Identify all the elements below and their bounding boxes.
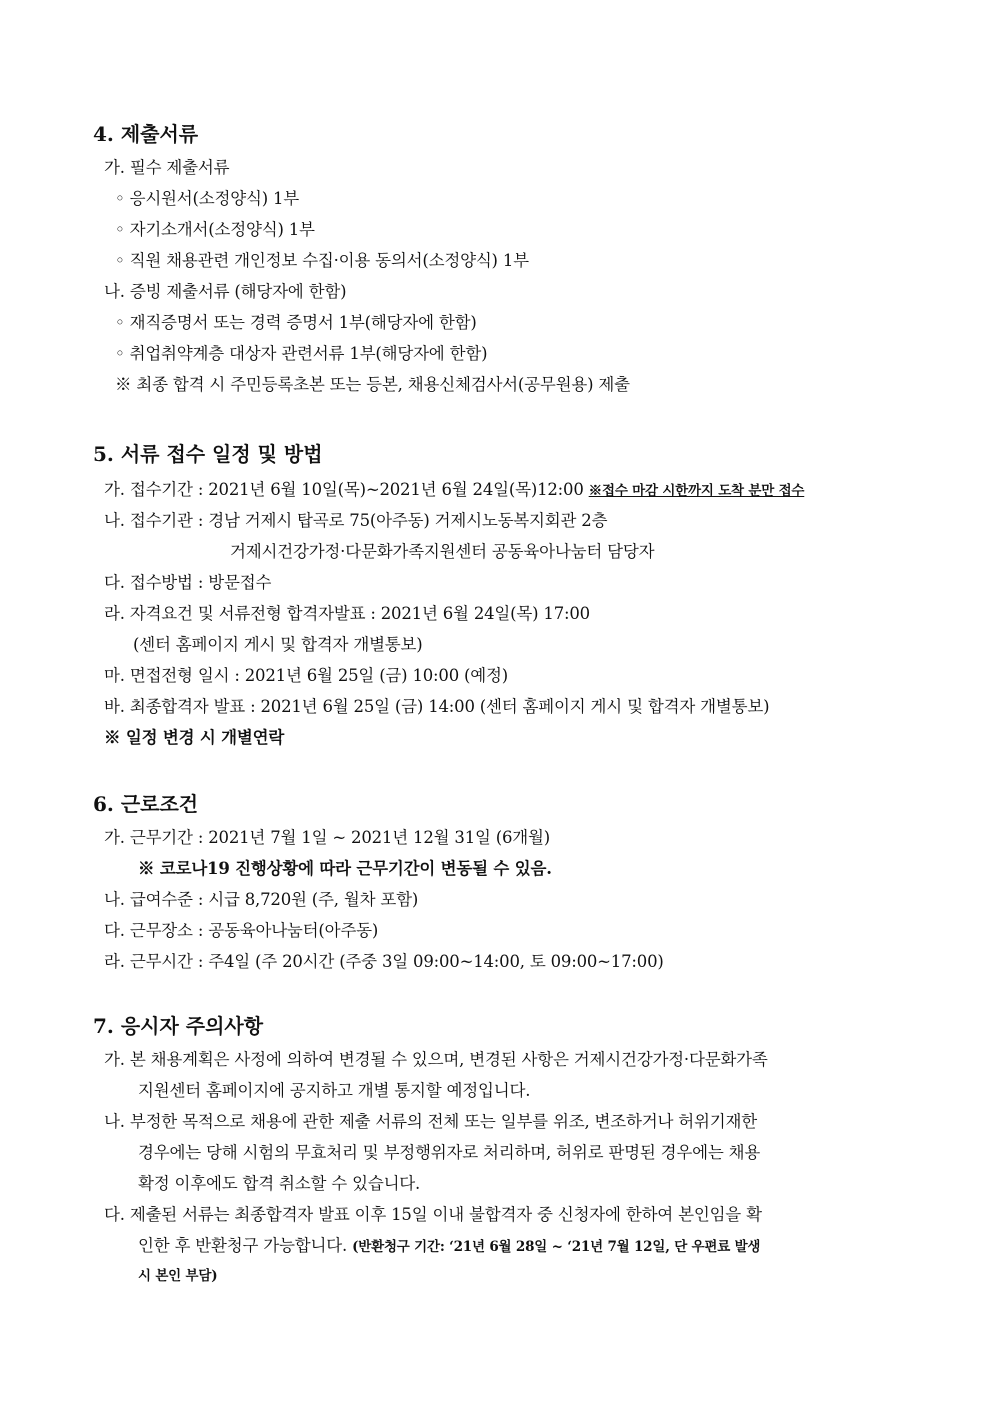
- s5-item-na: 나. 접수기관 : 경남 거제시 탑곡로 75(아주동) 거제시노동복지회관 2층: [104, 511, 608, 530]
- s6-item-da: 다. 근무장소 : 공동육아나눔터(아주동): [104, 921, 379, 940]
- s7-na-line-3: 확정 이후에도 합격 취소할 수 있습니다.: [138, 1174, 421, 1193]
- s7-da-line-3: 시 본인 부담): [138, 1268, 218, 1284]
- s7-da-line-2-text: 인한 후 반환청구 가능합니다.: [138, 1236, 353, 1255]
- section-4-title: 4. 제출서류: [93, 122, 199, 146]
- s5-ga-note: ※접수 마감 시한까지 도착 분만 접수: [588, 483, 805, 499]
- s6-item-ra: 라. 근무시간 : 주4일 (주 20시간 (주중 3일 09:00~14:00, 토 09:00~17:00): [104, 952, 664, 971]
- s7-da-line-2: [138, 1232, 760, 1256]
- section-7-title: 7. 응시자 주의사항: [93, 1014, 264, 1038]
- s7-ga-line-1: 가. 본 채용계획은 사정에 의하여 변경될 수 있으며, 변경된 사항은 거제시건강가정·다문화가족: [104, 1050, 768, 1069]
- s7-na-line-2: 경우에는 당해 시험의 무효처리 및 부정행위자로 처리하며, 허위로 판명된 경우에는 채용: [138, 1143, 761, 1162]
- s4-item-ga-1: ◦ 응시원서(소정양식) 1부: [115, 189, 300, 208]
- s4-item-ga: 가. 필수 제출서류: [104, 158, 230, 177]
- section-6-title: 6. 근로조건: [93, 792, 199, 816]
- s7-da-line-1: 다. 제출된 서류는 최종합격자 발표 이후 15일 이내 불합격자 중 신청자에 한하여 본인임을 확: [104, 1205, 762, 1224]
- s5-item-da: 다. 접수방법 : 방문접수: [104, 573, 272, 592]
- s5-item-ra: 라. 자격요건 및 서류전형 합격자발표 : 2021년 6월 24일(목) 17:00: [104, 604, 590, 623]
- s6-item-ga: 가. 근무기간 : 2021년 7월 1일 ~ 2021년 12월 31일 (6개월): [104, 828, 551, 847]
- s6-ga-note: ※ 코로나19 진행상황에 따라 근무기간이 변동될 수 있음.: [138, 859, 552, 878]
- s4-note: ※ 최종 합격 시 주민등록초본 또는 등본, 채용신체검사서(공무원용) 제출: [115, 375, 630, 394]
- s4-item-na-1: ◦ 재직증명서 또는 경력 증명서 1부(해당자에 한함): [115, 313, 477, 332]
- s5-ga-text: 가. 접수기간 : 2021년 6월 10일(목)~2021년 6월 24일(목)12:00: [104, 480, 589, 499]
- s4-item-ga-3: ◦ 직원 채용관련 개인정보 수집·이용 동의서(소정양식) 1부: [115, 251, 529, 270]
- s7-ga-line-2: 지원센터 홈페이지에 공지하고 개별 통지할 예정입니다.: [138, 1081, 531, 1100]
- s5-item-ba: 바. 최종합격자 발표 : 2021년 6월 25일 (금) 14:00 (센터 홈페이지 게시 및 합격자 개별통보): [104, 697, 770, 716]
- s4-item-na-2: ◦ 취업취약계층 대상자 관련서류 1부(해당자에 한함): [115, 344, 488, 363]
- s7-na-line-1: 나. 부정한 목적으로 채용에 관한 제출 서류의 전체 또는 일부를 위조, 변조하거나 허위기재한: [104, 1112, 757, 1131]
- s5-item-ra-2: (센터 홈페이지 게시 및 합격자 개별통보): [133, 635, 423, 654]
- s5-item-na-2: 거제시건강가정·다문화가족지원센터 공동육아나눔터 담당자: [230, 542, 655, 561]
- s6-item-na: 나. 급여수준 : 시급 8,720원 (주, 월차 포함): [104, 890, 419, 909]
- s4-item-na: 나. 증빙 제출서류 (해당자에 한함): [104, 282, 347, 301]
- s5-note: ※ 일정 변경 시 개별연락: [104, 728, 285, 747]
- section-5-title: 5. 서류 접수 일정 및 방법: [93, 442, 323, 466]
- s5-item-ma: 마. 면접전형 일시 : 2021년 6월 25일 (금) 10:00 (예정): [104, 666, 508, 685]
- s5-item-ga: [104, 476, 804, 500]
- s4-item-ga-2: ◦ 자기소개서(소정양식) 1부: [115, 220, 315, 239]
- s7-da-line-2-note: (반환청구 기간: ‘21년 6월 28일 ~ ‘21년 7월 12일, 단 우편료 발생: [352, 1239, 761, 1255]
